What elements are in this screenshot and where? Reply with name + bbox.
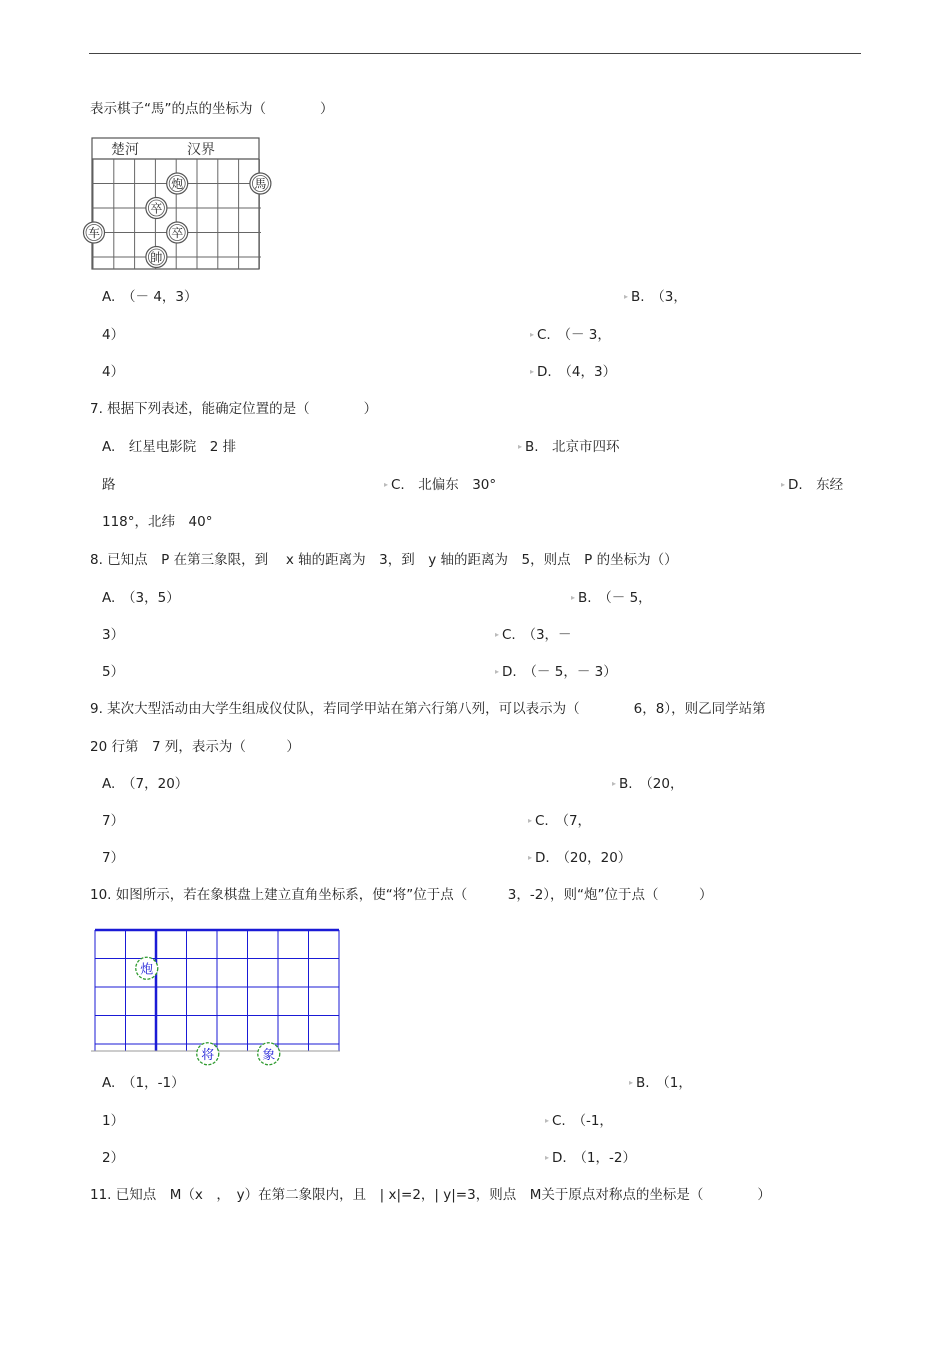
option-marker: ▸ bbox=[528, 816, 533, 825]
chess-piece bbox=[146, 247, 167, 268]
q10-option-d[interactable]: D. （1，-2） bbox=[552, 1150, 636, 1166]
chess-piece bbox=[258, 1043, 280, 1065]
q8-option-c[interactable]: C. （3，－ bbox=[502, 627, 572, 643]
q10-option-a[interactable]: A. （1，-1） bbox=[102, 1075, 185, 1091]
option-marker: ▸ bbox=[624, 292, 629, 301]
q7-option-b[interactable]: B. 北京市四环 bbox=[525, 439, 620, 455]
q10-option-c[interactable]: C. （-1， bbox=[552, 1113, 613, 1129]
q7-option-c[interactable]: C. 北偏东 30° bbox=[391, 477, 497, 493]
q9-stem-line2: 20 行第 7 列，表示为（ ） bbox=[90, 739, 300, 755]
q9-option-c-cont: 7） bbox=[102, 850, 125, 866]
q6-option-c-cont: 4） bbox=[102, 364, 125, 380]
chess-piece-label: 卒 bbox=[150, 201, 163, 216]
q9-option-b[interactable]: B. （20， bbox=[619, 776, 684, 792]
q10-chess-board bbox=[91, 922, 340, 1063]
q7-option-d-cont: 118°，北纬 40° bbox=[102, 514, 213, 530]
q6-stem: 表示棋子“馬”的点的坐标为（ ） bbox=[90, 101, 334, 117]
option-marker: ▸ bbox=[518, 442, 523, 451]
q7-stem: 7. 根据下列表述，能确定位置的是（ ） bbox=[90, 401, 378, 417]
chess-piece-label: 炮 bbox=[171, 177, 184, 191]
chess-piece bbox=[167, 222, 188, 243]
q10-option-b[interactable]: B. （1， bbox=[636, 1075, 692, 1091]
chess-piece-label: 帥 bbox=[150, 250, 163, 265]
q8-option-d[interactable]: D. （－ 5，－ 3） bbox=[502, 664, 617, 680]
q6-board-header-right: 汉界 bbox=[187, 142, 215, 158]
q6-option-b-cont: 4） bbox=[102, 327, 125, 343]
option-marker: ▸ bbox=[545, 1116, 550, 1125]
q7-option-b-cont: 路 bbox=[102, 477, 116, 493]
chess-piece-label: 象 bbox=[262, 1047, 276, 1063]
q7-option-a[interactable]: A. 红星电影院 2 排 bbox=[102, 439, 237, 455]
q6-option-a[interactable]: A. （－ 4，3） bbox=[102, 289, 198, 305]
q10-option-b-cont: 1） bbox=[102, 1113, 125, 1129]
q8-option-a[interactable]: A. （3，5） bbox=[102, 590, 180, 606]
chess-piece bbox=[197, 1043, 219, 1065]
option-marker: ▸ bbox=[781, 480, 786, 489]
q9-option-d[interactable]: D. （20，20） bbox=[535, 850, 632, 866]
q6-option-c[interactable]: C. （－ 3， bbox=[537, 327, 611, 343]
q8-option-b-cont: 3） bbox=[102, 627, 125, 643]
option-marker: ▸ bbox=[495, 667, 500, 676]
q6-board-header-left: 楚河 bbox=[111, 142, 139, 158]
option-marker: ▸ bbox=[545, 1153, 550, 1162]
option-marker: ▸ bbox=[571, 593, 576, 602]
q8-option-c-cont: 5） bbox=[102, 664, 125, 680]
chess-piece bbox=[250, 173, 271, 194]
chess-piece-label: 卒 bbox=[171, 226, 184, 240]
chess-piece bbox=[167, 173, 188, 194]
q9-option-b-cont: 7） bbox=[102, 813, 125, 829]
chess-piece bbox=[146, 198, 167, 219]
option-marker: ▸ bbox=[528, 853, 533, 862]
header-rule bbox=[89, 53, 861, 54]
q6-chess-board bbox=[87, 137, 267, 271]
chess-piece-label: 馬 bbox=[254, 177, 267, 191]
chess-piece-label: 车 bbox=[87, 226, 101, 240]
option-marker: ▸ bbox=[612, 779, 617, 788]
q9-option-a[interactable]: A. （7，20） bbox=[102, 776, 189, 792]
q8-option-b[interactable]: B. （－ 5， bbox=[578, 590, 652, 606]
q10-option-c-cont: 2） bbox=[102, 1150, 125, 1166]
q11-stem: 11. 已知点 M（x ， y）在第二象限内，且 | x|=2，| y|=3，则点 M关于原点对称点的坐标是（ ） bbox=[90, 1187, 771, 1203]
q6-option-b[interactable]: B. （3， bbox=[631, 289, 687, 305]
chess-piece bbox=[84, 222, 105, 243]
option-marker: ▸ bbox=[495, 630, 500, 639]
chess-piece-label: 炮 bbox=[140, 962, 154, 978]
q10-stem: 10. 如图所示，若在象棋盘上建立直角坐标系，使“将”位于点（ 3，-2），则“炮”位于点（ ） bbox=[90, 887, 713, 903]
option-marker: ▸ bbox=[530, 367, 535, 376]
q7-option-d[interactable]: D. 东经 bbox=[788, 477, 844, 493]
option-marker: ▸ bbox=[530, 330, 535, 339]
q9-option-c[interactable]: C. （7， bbox=[535, 813, 592, 829]
chess-piece-label: 将 bbox=[201, 1047, 215, 1063]
q6-option-d[interactable]: D. （4，3） bbox=[537, 364, 617, 380]
option-marker: ▸ bbox=[629, 1078, 634, 1087]
q8-stem: 8. 已知点 P 在第三象限，到 x 轴的距离为 3，到 y 轴的距离为 5，则点 P 的坐标为（） bbox=[90, 552, 678, 568]
option-marker: ▸ bbox=[384, 480, 389, 489]
q9-stem-line1: 9. 某次大型活动由大学生组成仪仗队，若同学甲站在第六行第八列，可以表示为（ 6，8），则乙同学站第 bbox=[90, 701, 766, 717]
chess-piece bbox=[136, 957, 158, 979]
